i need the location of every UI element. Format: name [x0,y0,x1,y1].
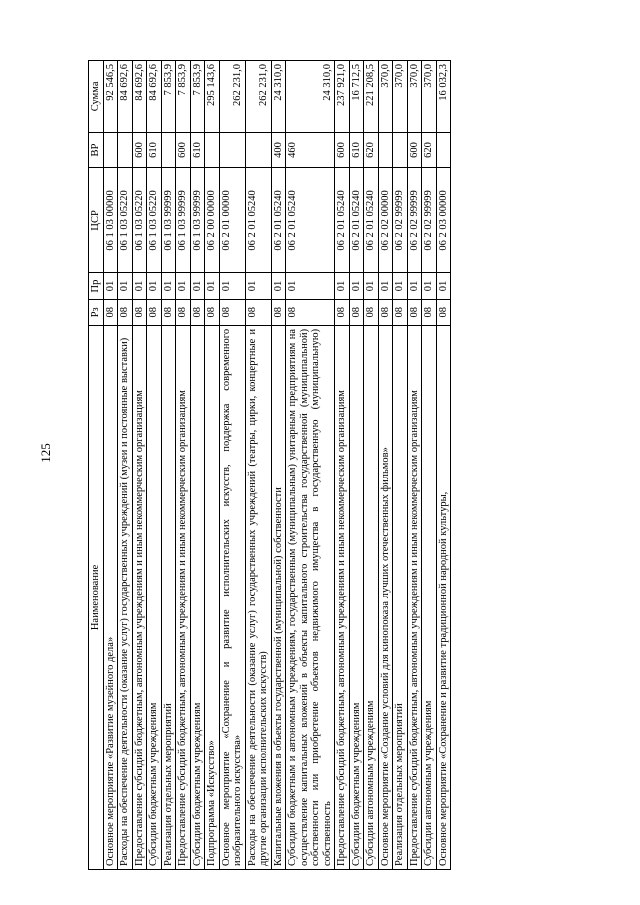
cell-vr: 620 [364,132,379,168]
cell-vr: 600 [335,132,350,168]
cell-rz: 08 [205,299,220,325]
cell-csr: 06 1 03 99999 [176,168,191,273]
cell-name: Предоставление субсидий бюджетным, автономным учреждениям и иным некоммерческим организациям [132,325,147,869]
cell-name: Основное мероприятие «Сохранение и развитие исполнительских искусств, поддержка современного изобразительного искусства» [219,325,245,869]
cell-name: Основное мероприятие «Сохранение и развитие традиционной народной культуры, [436,325,451,869]
cell-sum: 7 853,9 [190,61,205,133]
cell-rz: 08 [190,299,205,325]
table-row [422,61,437,870]
table-row [132,61,147,870]
table-header-row [89,61,104,870]
cell-sum: 84 692,6 [132,61,147,133]
table-row [161,61,176,870]
cell-pr: 01 [190,273,205,299]
cell-vr [205,132,220,168]
cell-csr: 06 2 01 00000 [219,168,245,273]
table-container [88,60,546,870]
table-row [286,61,335,870]
cell-rz: 08 [335,299,350,325]
cell-pr: 01 [176,273,191,299]
table-row [349,61,364,870]
cell-csr: 06 1 03 05220 [147,168,162,273]
cell-pr: 01 [147,273,162,299]
cell-name: Реализация отдельных мероприятий [393,325,408,869]
cell-rz: 08 [286,299,335,325]
page-number-text: 125 [37,443,53,463]
cell-rz: 08 [118,299,133,325]
cell-csr: 06 2 00 00000 [205,168,220,273]
cell-pr: 01 [407,273,422,299]
header-rz: Рз [89,299,104,325]
cell-sum: 24 310,0 [286,61,335,133]
cell-name: Основное мероприятие «Создание условий для кинопоказа лучших отечественных фильмов» [378,325,393,869]
cell-vr [118,132,133,168]
cell-rz: 08 [176,299,191,325]
cell-sum: 370,0 [422,61,437,133]
cell-sum: 16 032,3 [436,61,451,133]
cell-name: Субсидии автономным учреждениям [364,325,379,869]
cell-name: Предоставление субсидий бюджетным, автономным учреждениям и иным некоммерческим организациям [407,325,422,869]
cell-sum: 370,0 [378,61,393,133]
cell-csr: 06 2 02 99999 [422,168,437,273]
cell-csr: 06 2 03 00000 [436,168,451,273]
cell-pr: 01 [422,273,437,299]
table-row [378,61,393,870]
cell-pr: 01 [271,273,286,299]
cell-sum: 295 143,6 [205,61,220,133]
table-row [335,61,350,870]
cell-sum: 262 231,0 [219,61,245,133]
cell-rz: 08 [132,299,147,325]
cell-csr: 06 2 01 05240 [286,168,335,273]
cell-pr: 01 [205,273,220,299]
cell-rz: 08 [407,299,422,325]
cell-vr: 620 [422,132,437,168]
cell-rz: 08 [378,299,393,325]
table-row [364,61,379,870]
header-sum: Сумма [89,61,104,133]
cell-pr: 01 [118,273,133,299]
cell-sum: 370,0 [393,61,408,133]
table-row [147,61,162,870]
cell-name: Субсидии автономным учреждениям [422,325,437,869]
cell-rz: 08 [349,299,364,325]
table-body [103,61,451,870]
cell-name: Субсидии бюджетным учреждениям [349,325,364,869]
table-row [190,61,205,870]
table-row [176,61,191,870]
cell-pr: 01 [132,273,147,299]
cell-sum: 84 692,6 [118,61,133,133]
cell-name: Основное мероприятие «Развитие музейного дела» [103,325,118,869]
table-row [271,61,286,870]
cell-vr: 600 [132,132,147,168]
rotated-table-area [88,60,546,870]
header-csr: ЦСР [89,168,104,273]
budget-table [88,60,451,870]
cell-name: Подпрограмма «Искусство» [205,325,220,869]
cell-sum: 370,0 [407,61,422,133]
cell-csr: 06 1 03 05220 [118,168,133,273]
cell-name: Расходы на обеспечение деятельности (оказание услуг) государственных учреждений (музеи и постоянные выставки) [118,325,133,869]
cell-csr: 06 1 03 05220 [132,168,147,273]
cell-rz: 08 [364,299,379,325]
cell-vr [161,132,176,168]
cell-csr: 06 2 01 05240 [349,168,364,273]
cell-name: Реализация отдельных мероприятий [161,325,176,869]
cell-pr: 01 [245,273,271,299]
table-row [436,61,451,870]
cell-csr: 06 2 02 99999 [393,168,408,273]
table-row [245,61,271,870]
cell-sum: 24 310,0 [271,61,286,133]
cell-vr: 600 [407,132,422,168]
cell-vr [378,132,393,168]
cell-vr [103,132,118,168]
cell-pr: 01 [378,273,393,299]
cell-name: Капитальные вложения в объекты государственной (муниципальной) собственности [271,325,286,869]
cell-csr: 06 2 01 05240 [335,168,350,273]
cell-rz: 08 [393,299,408,325]
cell-sum: 237 921,0 [335,61,350,133]
cell-csr: 06 1 03 99999 [161,168,176,273]
cell-rz: 08 [422,299,437,325]
cell-name: Предоставление субсидий бюджетным, автономным учреждениям и иным некоммерческим организациям [176,325,191,869]
cell-vr: 460 [286,132,335,168]
cell-pr: 01 [436,273,451,299]
table-row [219,61,245,870]
cell-pr: 01 [286,273,335,299]
cell-csr: 06 1 03 99999 [190,168,205,273]
cell-pr: 01 [393,273,408,299]
cell-sum: 84 692,6 [147,61,162,133]
cell-sum: 7 853,9 [176,61,191,133]
cell-csr: 06 2 01 05240 [271,168,286,273]
table-row [118,61,133,870]
cell-rz: 08 [271,299,286,325]
cell-pr: 01 [364,273,379,299]
cell-rz: 08 [245,299,271,325]
cell-pr: 01 [349,273,364,299]
table-row [205,61,220,870]
cell-vr: 400 [271,132,286,168]
cell-vr: 610 [349,132,364,168]
cell-sum: 16 712,5 [349,61,364,133]
header-name: Наименование [89,325,104,869]
cell-rz: 08 [147,299,162,325]
cell-vr [219,132,245,168]
cell-sum: 262 231,0 [245,61,271,133]
cell-vr [393,132,408,168]
cell-name: Расходы на обеспечение деятельности (оказание услуг) государственных учреждений (театры, цирки, концертные и другие организации исполнительских искусств) [245,325,271,869]
header-vr: ВР [89,132,104,168]
cell-vr: 610 [147,132,162,168]
cell-csr: 06 2 02 99999 [407,168,422,273]
cell-vr [436,132,451,168]
cell-rz: 08 [219,299,245,325]
cell-name: Субсидии бюджетным учреждениям [147,325,162,869]
cell-name: Субсидии бюджетным и автономным учреждениям, государственным (муниципальным) унитарным предприятиям на осуществление капитальных вложений в объекты капитального строительства государственной (муниципальной) собственности или приобретение объектов недвижимого имущества в государственную (муниципальную) собственность [286,325,335,869]
cell-rz: 08 [436,299,451,325]
cell-csr: 06 2 01 05240 [364,168,379,273]
table-row [407,61,422,870]
cell-rz: 08 [161,299,176,325]
cell-sum: 7 853,9 [161,61,176,133]
page-number [36,445,56,461]
cell-vr: 610 [190,132,205,168]
cell-pr: 01 [335,273,350,299]
cell-name: Предоставление субсидий бюджетным, автономным учреждениям и иным некоммерческим организациям [335,325,350,869]
cell-vr: 600 [176,132,191,168]
cell-name: Субсидии бюджетным учреждениям [190,325,205,869]
cell-pr: 01 [103,273,118,299]
table-row [393,61,408,870]
cell-vr [245,132,271,168]
cell-rz: 08 [103,299,118,325]
cell-csr: 06 2 01 05240 [245,168,271,273]
cell-csr: 06 2 02 00000 [378,168,393,273]
cell-pr: 01 [161,273,176,299]
table-row [103,61,118,870]
cell-pr: 01 [219,273,245,299]
cell-csr: 06 1 03 00000 [103,168,118,273]
header-pr: Пр [89,273,104,299]
cell-sum: 92 546,5 [103,61,118,133]
cell-sum: 221 208,5 [364,61,379,133]
